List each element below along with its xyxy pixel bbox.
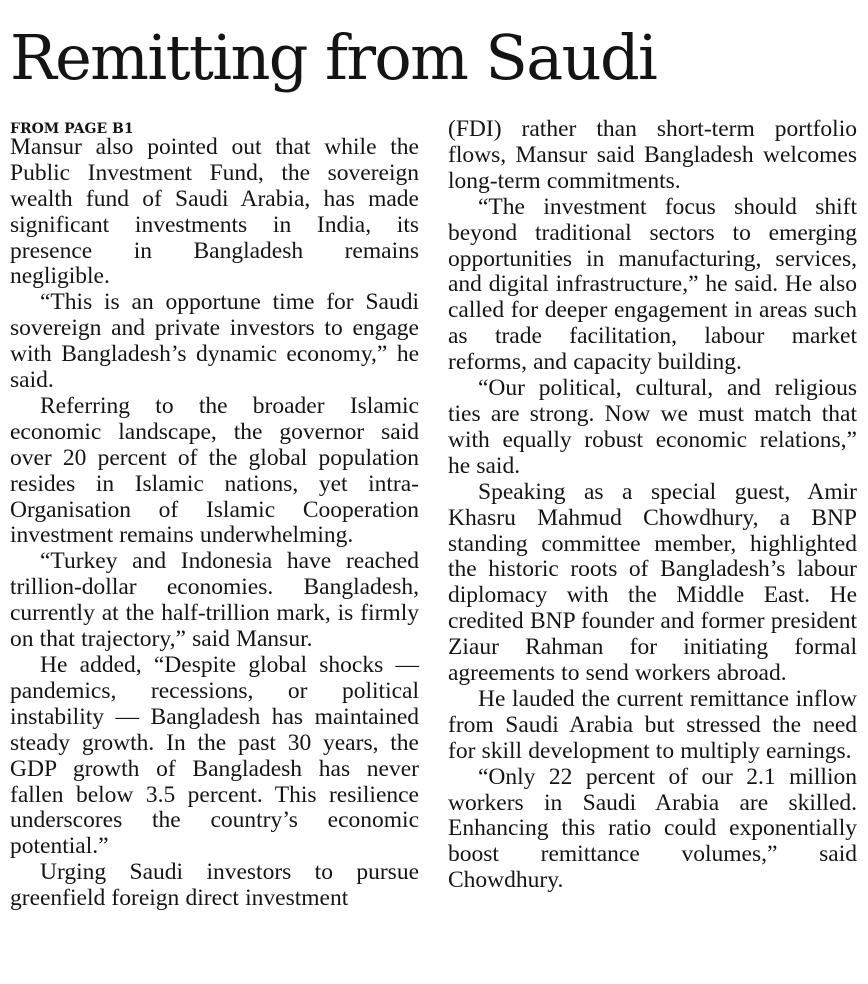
paragraph: “This is an opportune time for Saudi sovereign and private investors to engage with Bangladesh’s dynamic economy,” he said. [10,289,419,394]
headline: Remitting from Saudi [10,21,657,94]
paragraph: Urging Saudi investors to pursue greenfield foreign direct investment [10,859,419,912]
article-column-left [10,117,419,912]
paragraph: “Only 22 percent of our 2.1 million workers in Saudi Arabia are skilled. Enhancing this ratio could exponentially boost remittance volumes,” said Chowdhury. [448,763,857,894]
paragraph: “The investment focus should shift beyond traditional sectors to emerging opportunities in manufacturing, services, and digital infrastructure,” he said. He also called for deeper engagement in areas such as trade facilitation, labour market reforms, and capacity building. [448,193,857,376]
paragraph: Mansur also pointed out that while the Public Investment Fund, the sovereign wealth fund of Saudi Arabia, has made significant investments in India, its presence in Bangladesh remains negligible. [10,133,419,290]
paragraph: Referring to the broader Islamic economic landscape, the governor said over 20 percent of the global population resides in Islamic nations, yet intra-Organisation of Islamic Cooperation investment remains underwhelming. [10,392,419,549]
paragraph: “Turkey and Indonesia have reached trillion-dollar economies. Bangladesh, currently at the half-trillion mark, is firmly on that trajectory,” said Mansur. [10,548,419,653]
paragraph: He added, “Despite global shocks — pandemics, recessions, or political instability — Bangladesh has maintained steady growth. In the past 30 years, the GDP growth of Bangladesh has never fallen below 3.5 percent. This resilience underscores the country’s economic potential.” [10,652,419,860]
paragraph: Speaking as a special guest, Amir Khasru Mahmud Chowdhury, a BNP standing committee member, highlighted the historic roots of Bangladesh’s labour diplomacy with the Middle East. He credited BNP founder and former president Ziaur Rahman for initiating formal agreements to send workers abroad. [448,478,857,687]
article-column-right [448,117,857,894]
jump-kicker: FROM PAGE B1 [10,121,134,137]
paragraph: He lauded the current remittance inflow from Saudi Arabia but stressed the need for skill development to multiply earnings. [448,685,857,764]
paragraph: “Our political, cultural, and religious ties are strong. Now we must match that with equally robust economic relations,” he said. [448,375,857,479]
paragraph: (FDI) rather than short-term portfolio flows, Mansur said Bangladesh welcomes long-term commitments. [448,116,857,194]
